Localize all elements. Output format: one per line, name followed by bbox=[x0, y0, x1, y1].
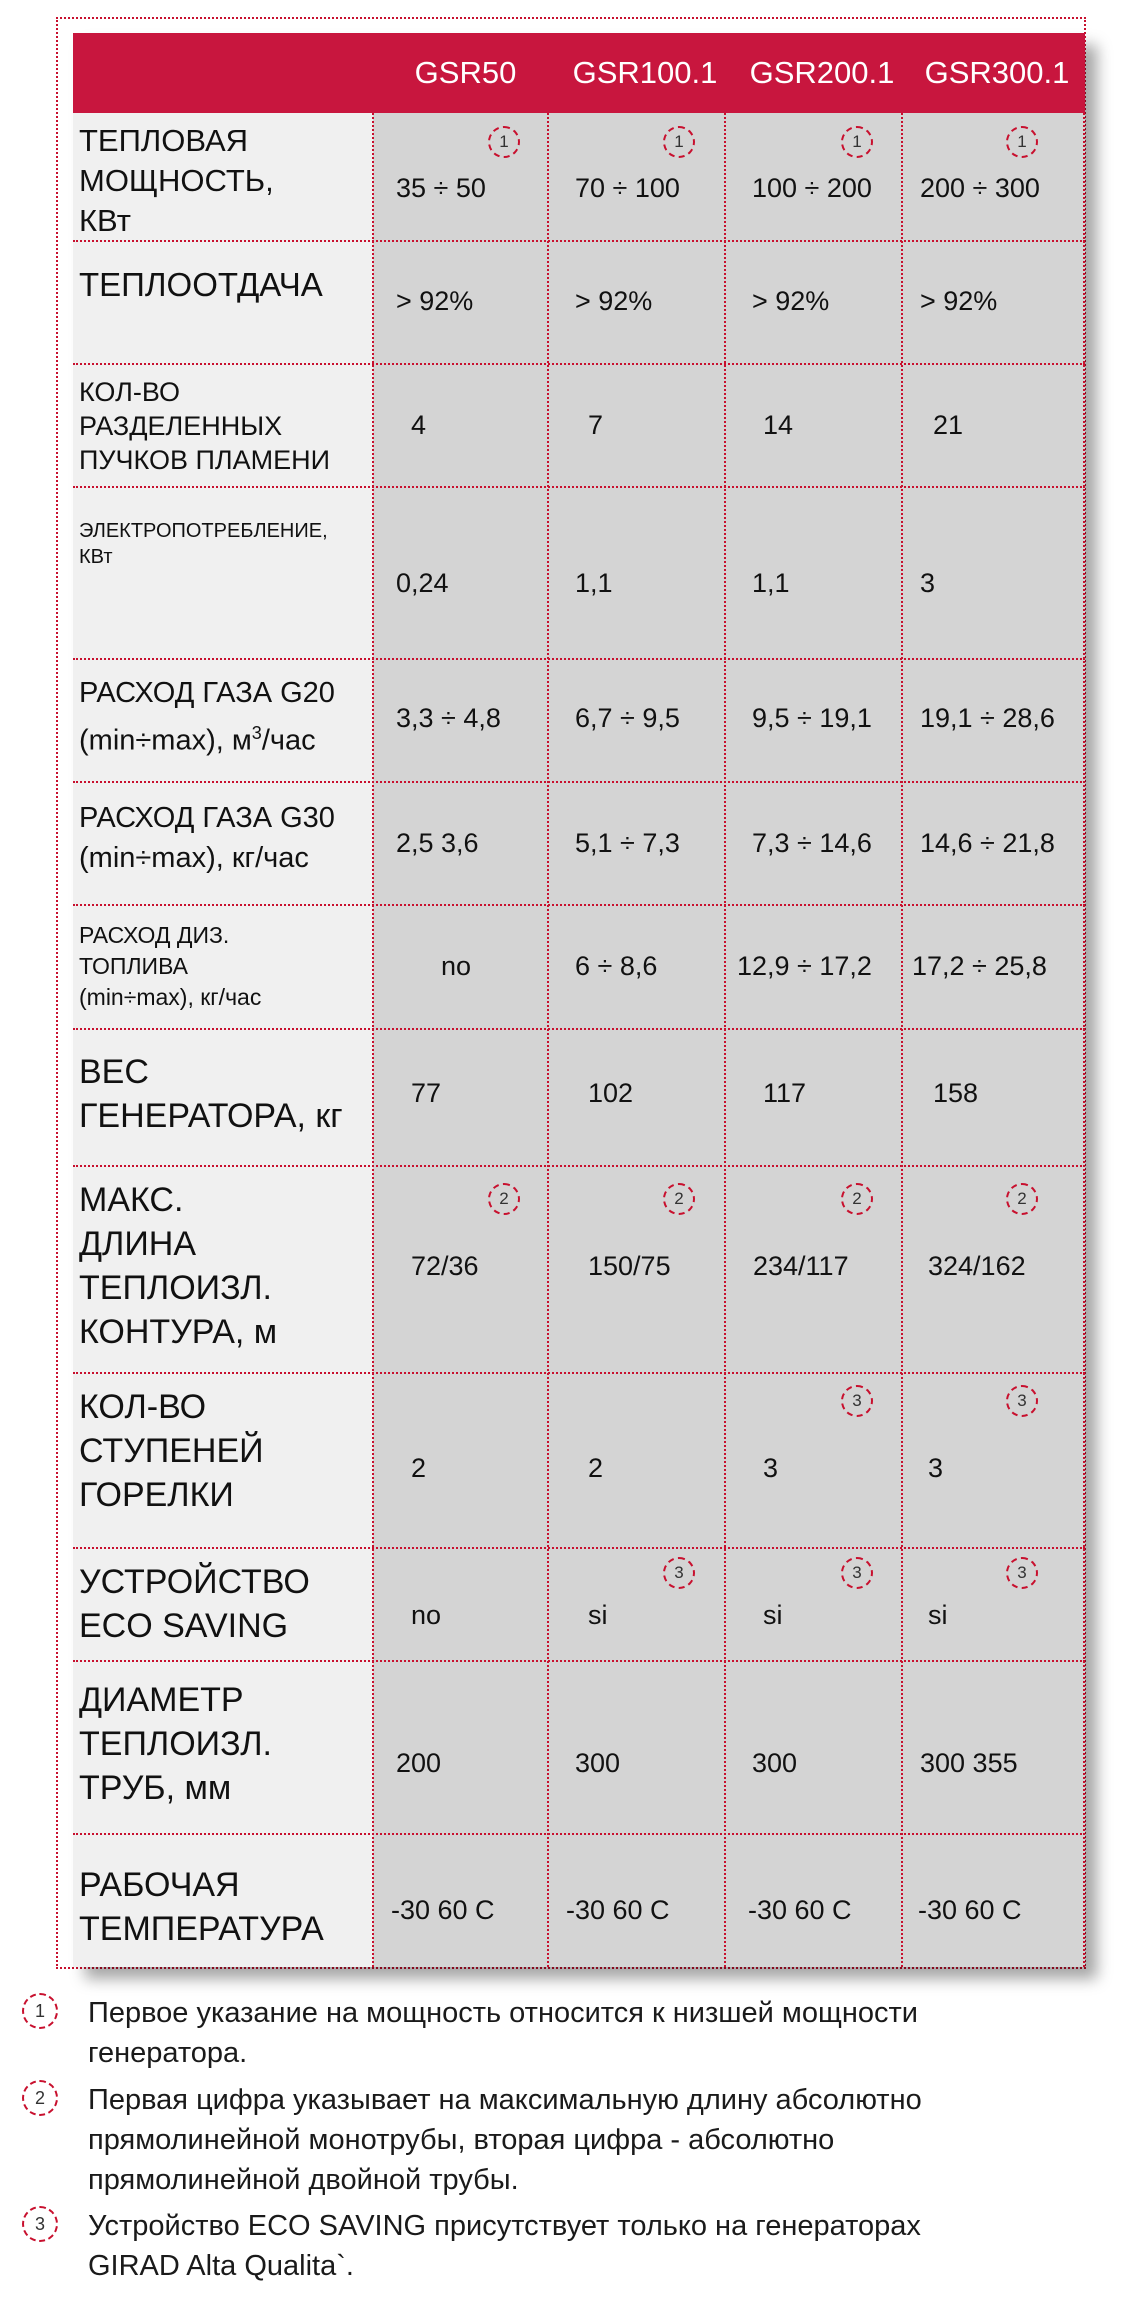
label-line: ТОПЛИВА bbox=[79, 953, 188, 979]
label-line: КВт bbox=[79, 203, 131, 238]
cell-value: -30 60 C bbox=[391, 1895, 495, 1925]
footnote-mark-1: 1 bbox=[488, 126, 520, 158]
note-line: Устройство ECO SAVING присутствует только на генераторах bbox=[88, 2210, 921, 2242]
column-divider bbox=[547, 113, 549, 1967]
row-divider bbox=[73, 904, 1085, 906]
cell-value: 324/162 bbox=[928, 1251, 1026, 1281]
cell-value: 4 bbox=[411, 410, 427, 440]
cell-value: 100 ÷ 200 bbox=[752, 173, 872, 203]
row-label-power-consumption bbox=[79, 518, 371, 570]
cell-value: 3 bbox=[920, 568, 936, 598]
row-label-generator-weight bbox=[79, 1050, 371, 1138]
note-line: Первое указание на мощность относится к низшей мощности bbox=[88, 1997, 918, 2029]
cell-value: 1,1 bbox=[752, 568, 790, 598]
cell-value: > 92% bbox=[920, 286, 998, 316]
cell-value: 6,7 ÷ 9,5 bbox=[575, 703, 680, 733]
cell-value: 70 ÷ 100 bbox=[575, 173, 680, 203]
cell-value: 14 bbox=[763, 410, 794, 440]
cell-value: 6 ÷ 8,6 bbox=[575, 951, 658, 981]
footnote-mark-3: 3 bbox=[1006, 1385, 1038, 1417]
note-mark-1: 1 bbox=[22, 1993, 58, 2029]
note-mark-3: 3 bbox=[22, 2206, 58, 2242]
row-divider bbox=[73, 1833, 1085, 1835]
row-label-flame-count bbox=[79, 375, 371, 477]
cell-value: si bbox=[588, 1600, 608, 1630]
cell-value: 200 ÷ 300 bbox=[920, 173, 1040, 203]
label-line: СТУПЕНЕЙ bbox=[79, 1432, 264, 1470]
footnote-mark-2: 2 bbox=[1006, 1183, 1038, 1215]
label-line: КОЛ-ВО bbox=[79, 1388, 207, 1426]
label-line: РАСХОД ГАЗА G20 bbox=[79, 677, 335, 709]
row-divider bbox=[73, 486, 1085, 488]
row-label-gas-g30 bbox=[79, 798, 371, 878]
label-line: ECO SAVING bbox=[79, 1607, 289, 1645]
row-label-diesel-consumption bbox=[79, 920, 371, 1013]
row-label-heat-efficiency bbox=[79, 263, 371, 306]
label-line: ВЕС bbox=[79, 1053, 149, 1091]
label-line: (min÷max), кг/час bbox=[79, 842, 309, 874]
label-line: РАСХОД ГАЗА G30 bbox=[79, 802, 335, 834]
label-line: ЭЛЕКТРОПОТРЕБЛЕНИЕ, bbox=[79, 520, 328, 542]
row-label-pipe-diameter bbox=[79, 1678, 371, 1810]
cell-value: -30 60 C bbox=[748, 1895, 852, 1925]
label-line: РАЗДЕЛЕННЫХ bbox=[79, 411, 283, 441]
cell-value: 234/117 bbox=[753, 1251, 849, 1281]
label-line: ТЕПЛОВАЯ bbox=[79, 123, 249, 158]
column-divider bbox=[1083, 113, 1085, 1967]
label-line: ТЕПЛОИЗЛ. bbox=[79, 1725, 272, 1763]
row-divider bbox=[73, 1372, 1085, 1374]
label-line: ТЕМПЕРАТУРА bbox=[79, 1910, 324, 1948]
cell-value: si bbox=[928, 1600, 948, 1630]
label-line: КОЛ-ВО bbox=[79, 377, 180, 407]
cell-value: 117 bbox=[763, 1078, 807, 1108]
note-line: прямолинейной двойной трубы. bbox=[88, 2164, 519, 2196]
cell-value: 200 bbox=[396, 1748, 442, 1778]
cell-value: 2,5 3,6 bbox=[396, 828, 479, 858]
row-label-eco-saving bbox=[79, 1560, 371, 1648]
cell-value: 72/36 bbox=[411, 1251, 479, 1281]
row-label-max-length bbox=[79, 1178, 371, 1354]
header-model-gsr300-label: GSR300.1 bbox=[924, 55, 1070, 90]
footnote-mark-1: 1 bbox=[1006, 126, 1038, 158]
footnote-mark-1: 1 bbox=[663, 126, 695, 158]
superscript: 3 bbox=[251, 723, 262, 743]
column-divider bbox=[901, 113, 903, 1967]
row-divider bbox=[73, 1028, 1085, 1030]
label-line: ДЛИНА bbox=[79, 1225, 197, 1263]
cell-value: 300 bbox=[752, 1748, 798, 1778]
cell-value: 77 bbox=[411, 1078, 442, 1108]
header-model-gsr100-label: GSR100.1 bbox=[572, 55, 718, 90]
note-mark-2: 2 bbox=[22, 2080, 58, 2116]
row-label-thermal-power bbox=[79, 121, 371, 241]
label-line: (min÷max), кг/час bbox=[79, 984, 262, 1010]
cell-value: 3 bbox=[763, 1453, 779, 1483]
label-line: ГОРЕЛКИ bbox=[79, 1476, 234, 1514]
note-line: Первая цифра указывает на максимальную длину абсолютно bbox=[88, 2084, 922, 2116]
row-divider bbox=[73, 1165, 1085, 1167]
footnote-mark-2: 2 bbox=[663, 1183, 695, 1215]
label-text: /час bbox=[261, 724, 316, 757]
label-line: КВт bbox=[79, 546, 113, 568]
label-line: ПУЧКОВ ПЛАМЕНИ bbox=[79, 445, 331, 475]
table-header bbox=[73, 33, 1085, 113]
header-model-gsr200-label: GSR200.1 bbox=[749, 55, 895, 90]
cell-value: 17,2 ÷ 25,8 bbox=[912, 951, 1047, 981]
cell-value: 3 bbox=[928, 1453, 944, 1483]
cell-value: 102 bbox=[588, 1078, 634, 1108]
spec-table bbox=[73, 33, 1085, 1967]
cell-value: 0,24 bbox=[396, 568, 449, 598]
row-divider bbox=[73, 1660, 1085, 1662]
cell-value: 9,5 ÷ 19,1 bbox=[752, 703, 872, 733]
label-text: (min÷max), м bbox=[79, 724, 252, 757]
cell-value: 12,9 ÷ 17,2 bbox=[737, 951, 872, 981]
cell-value: 35 ÷ 50 bbox=[396, 173, 486, 203]
cell-value: -30 60 C bbox=[918, 1895, 1022, 1925]
footnote-1 bbox=[88, 1993, 1128, 2073]
footnote-mark-2: 2 bbox=[841, 1183, 873, 1215]
row-divider bbox=[73, 363, 1085, 365]
cell-value: 150/75 bbox=[588, 1251, 671, 1281]
label-line: ГЕНЕРАТОРА, кг bbox=[79, 1097, 343, 1135]
footnote-2 bbox=[88, 2080, 1128, 2200]
row-label-burner-stages bbox=[79, 1385, 371, 1517]
cell-value: > 92% bbox=[752, 286, 830, 316]
cell-value: 21 bbox=[933, 410, 964, 440]
cell-value: 300 355 bbox=[920, 1748, 1018, 1778]
row-label-working-temperature bbox=[79, 1863, 371, 1951]
column-divider bbox=[724, 113, 726, 1967]
cell-value: no bbox=[411, 1600, 442, 1630]
cell-value: 7 bbox=[588, 410, 604, 440]
footnote-mark-3: 3 bbox=[841, 1557, 873, 1589]
column-divider bbox=[372, 113, 374, 1967]
cell-value: > 92% bbox=[575, 286, 653, 316]
cell-value: 158 bbox=[933, 1078, 979, 1108]
row-divider bbox=[73, 1547, 1085, 1549]
note-line: прямолинейной монотрубы, вторая цифра - абсолютно bbox=[88, 2124, 835, 2156]
header-model-gsr50-label: GSR50 bbox=[414, 55, 517, 90]
label-line: ДИАМЕТР bbox=[79, 1681, 244, 1719]
cell-value: 2 bbox=[588, 1453, 604, 1483]
label-line: ТЕПЛООТДАЧА bbox=[79, 266, 323, 303]
cell-value: 300 bbox=[575, 1748, 621, 1778]
label-line: ТРУБ, мм bbox=[79, 1769, 232, 1807]
cell-value: > 92% bbox=[396, 286, 474, 316]
cell-value: 7,3 ÷ 14,6 bbox=[752, 828, 872, 858]
label-line: РАСХОД ДИЗ. bbox=[79, 922, 230, 948]
label-line: УСТРОЙСТВО bbox=[79, 1563, 310, 1601]
cell-value: 14,6 ÷ 21,8 bbox=[920, 828, 1055, 858]
cell-value: 19,1 ÷ 28,6 bbox=[920, 703, 1055, 733]
cell-value: si bbox=[763, 1600, 783, 1630]
footnote-mark-3: 3 bbox=[1006, 1557, 1038, 1589]
footnote-mark-3: 3 bbox=[841, 1385, 873, 1417]
label-line: МАКС. bbox=[79, 1181, 184, 1219]
footnote-3 bbox=[88, 2206, 1128, 2286]
note-line: GIRAD Alta Qualita`. bbox=[88, 2250, 354, 2282]
label-line: РАБОЧАЯ bbox=[79, 1866, 240, 1904]
cell-value: 2 bbox=[411, 1453, 427, 1483]
row-divider bbox=[73, 658, 1085, 660]
label-line: КОНТУРА, м bbox=[79, 1313, 278, 1351]
label-line: МОЩНОСТЬ, bbox=[79, 163, 274, 198]
footnote-mark-2: 2 bbox=[488, 1183, 520, 1215]
footnote-mark-3: 3 bbox=[663, 1557, 695, 1589]
label-line: ТЕПЛОИЗЛ. bbox=[79, 1269, 272, 1307]
note-line: генератора. bbox=[88, 2037, 248, 2069]
cell-value: 3,3 ÷ 4,8 bbox=[396, 703, 501, 733]
row-divider bbox=[73, 781, 1085, 783]
cell-value: -30 60 C bbox=[566, 1895, 670, 1925]
cell-value: 5,1 ÷ 7,3 bbox=[575, 828, 680, 858]
cell-value: no bbox=[441, 951, 472, 981]
cell-value: 1,1 bbox=[575, 568, 613, 598]
footnote-mark-1: 1 bbox=[841, 126, 873, 158]
row-label-gas-g20 bbox=[79, 673, 371, 761]
label-line bbox=[79, 713, 371, 761]
